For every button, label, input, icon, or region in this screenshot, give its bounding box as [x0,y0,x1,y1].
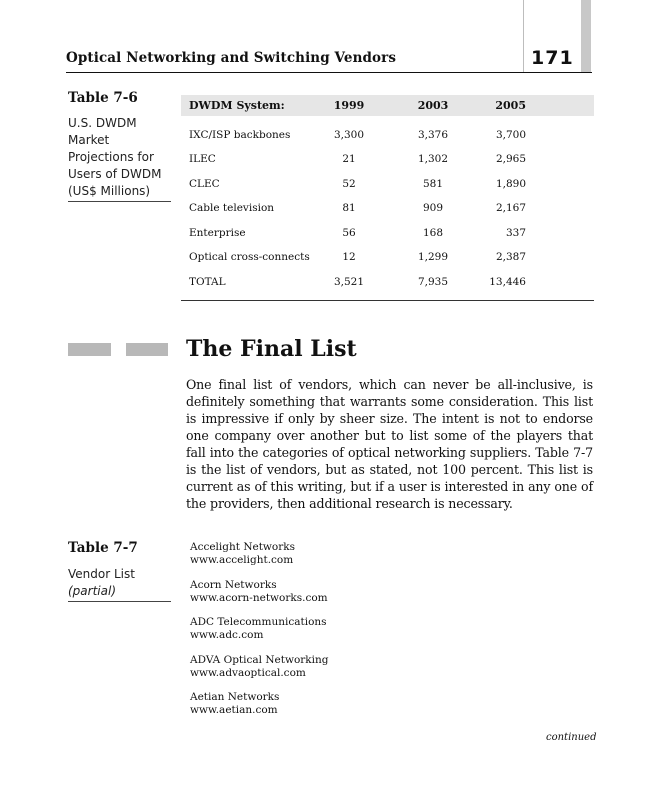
table-cell: 909 [422,202,444,214]
table-row-total [181,276,594,294]
vendor-name: ADC Telecommunications [190,616,327,628]
row-label: CLEC [189,178,220,190]
list-item [190,654,490,692]
section-marker-bar [68,343,111,356]
dwdm-table-header [181,95,594,116]
table-cell: 56 [342,227,356,239]
table-7-7-label: Table 7-7 [68,540,138,556]
vendor-name: Accelight Networks [190,541,296,553]
table-cell: 3,521 [333,276,365,288]
table-cell: 7,935 [417,276,449,288]
table-cell: 2,387 [495,251,526,263]
table-cell: 337 [505,227,526,239]
vendor-url: www.aetian.com [190,704,278,716]
table-row [181,251,594,269]
table-7-7-caption [68,566,171,602]
table-cell: 3,300 [333,129,365,141]
row-label: Cable television [189,202,275,214]
vendor-name: ADVA Optical Networking [190,653,329,666]
vendor-url: www.advaoptical.com [190,666,306,679]
table-cell: 168 [422,227,444,239]
row-label: IXC/ISP backbones [189,129,291,141]
caption-line: U.S. DWDM [68,116,137,130]
row-label: Enterprise [189,227,246,239]
table-row [181,227,594,245]
row-label: TOTAL [189,276,226,288]
list-item [190,616,490,654]
header-cell: 2003 [417,99,449,112]
table-cell: 581 [422,178,444,190]
table-7-6-caption [68,115,171,202]
caption-line: (US$ Millions) [68,184,151,198]
table-cell: 2,965 [495,153,526,165]
section-title: The Final List [186,336,357,362]
thumb-tab [581,0,591,72]
vendor-url: www.accelight.com [190,554,294,566]
header-cell: 1999 [333,99,365,112]
vendor-url: www.acorn-networks.com [190,591,328,604]
running-head: Optical Networking and Switching Vendors [66,50,397,66]
table-row [181,129,594,147]
row-label: Optical cross-connects [189,251,310,263]
caption-line: Users of DWDM [68,167,162,181]
table-cell: 3,700 [495,129,526,141]
continued-note: continued [546,732,597,743]
caption-line: Projections for [68,150,154,164]
vendor-name: Acorn Networks [190,578,277,591]
caption-line: Vendor List [68,567,135,581]
list-item [190,691,490,729]
table-row [181,202,594,220]
table-cell: 1,890 [495,178,526,190]
table-cell: 81 [342,202,356,214]
caption-line: Market [68,133,110,147]
header-rule [66,72,592,73]
table-cell: 52 [342,178,356,190]
row-label: ILEC [189,153,216,165]
vendor-name: Aetian Networks [190,691,280,703]
header-cell: 2005 [495,99,526,112]
vendor-url: www.adc.com [190,629,264,641]
table-7-6-label: Table 7-6 [68,90,138,106]
page-number: 171 [531,47,574,69]
vendor-list [190,541,490,729]
table-row [181,178,594,196]
caption-line: (partial) [68,584,116,598]
header-cell: DWDM System: [189,99,285,112]
table-cell: 1,302 [417,153,449,165]
list-item [190,579,490,617]
list-item [190,541,490,579]
thumb-tab-border [523,0,524,72]
table-row [181,153,594,171]
body-paragraph: One final list of vendors, which can never be all-inclusive, is definitely something that warrants some consideration. This list is impressive if only by sheer size. The intent is not to endorse one company over another but to list some of the players that fall into the categories of optical networking suppliers. Table 7-7 is the list of vendors, but as stated, not 100 percent. This list is current as of this writing, but if a user is interested in any one of the providers, then additional research is necessary. [186,377,593,511]
table-cell: 2,167 [495,202,526,214]
table-cell: 1,299 [417,251,449,263]
table-cell: 3,376 [417,129,449,141]
table-cell: 21 [342,153,356,165]
section-marker-bar [126,343,168,356]
table-cell: 12 [342,251,356,263]
table-cell: 13,446 [489,276,526,288]
table-bottom-rule [181,300,594,301]
